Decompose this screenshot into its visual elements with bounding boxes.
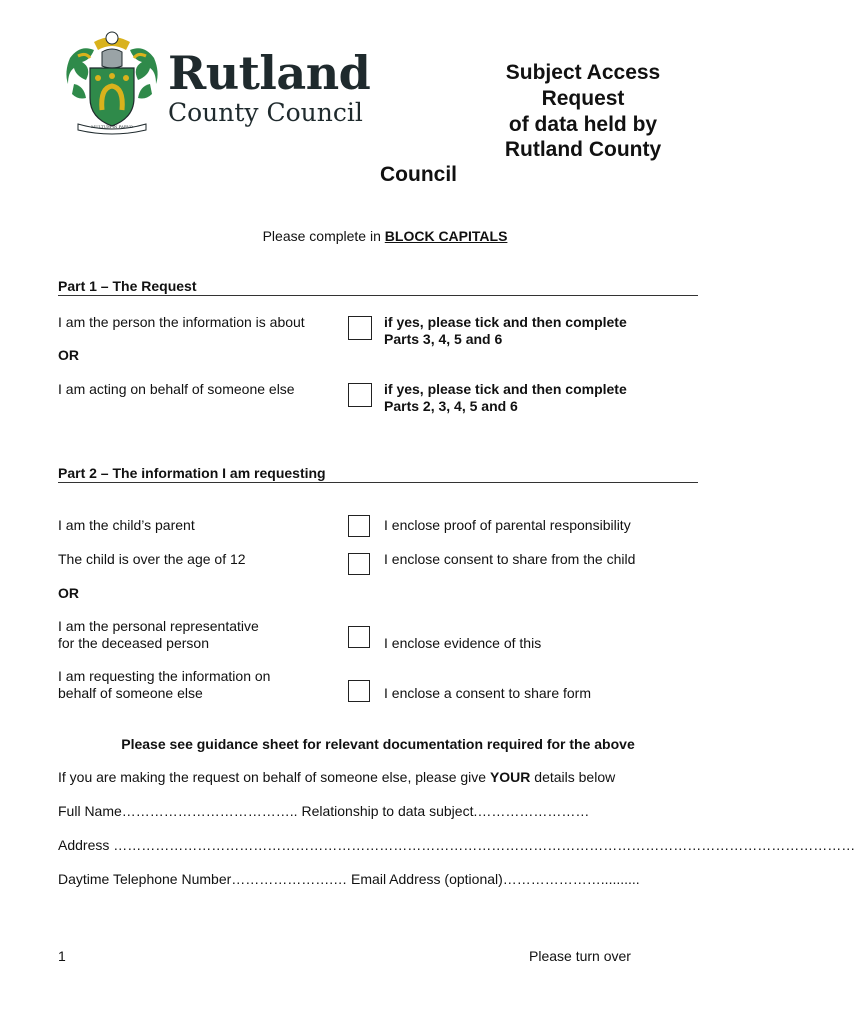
details-intro-suffix: details below xyxy=(530,769,616,785)
part2-row1-enclosure: I enclose proof of parental responsibility xyxy=(384,517,631,533)
part2-row2-label: The child is over the age of 12 xyxy=(58,551,246,567)
intro-text xyxy=(0,228,770,245)
turn-over-note: Please turn over xyxy=(529,948,631,964)
part2-row4-label-line1: I am requesting the information on xyxy=(58,668,271,684)
part2-or: OR xyxy=(58,585,79,601)
part2-row3-label-line2: for the deceased person xyxy=(58,635,209,651)
intro-emphasis: BLOCK CAPITALS xyxy=(384,228,508,244)
part2-heading: Part 2 – The information I am requesting xyxy=(58,465,326,481)
details-intro-emphasis: YOUR xyxy=(489,769,531,785)
full-name-field[interactable]: Full Name……………………………….. Relationship to data subject.…………………… xyxy=(58,803,590,819)
org-name-county-council: County Council xyxy=(168,98,363,127)
part2-row1-checkbox[interactable] xyxy=(348,515,370,537)
page-number: 1 xyxy=(58,948,66,964)
crest-motto: MULTUM IN PARVO xyxy=(91,124,133,129)
part1-option1-note xyxy=(384,314,627,348)
part2-row3-label xyxy=(58,618,259,652)
details-intro xyxy=(58,769,615,786)
part2-row4-label-line2: behalf of someone else xyxy=(58,685,203,701)
part1-option2-note-line1: if yes, please tick and then complete xyxy=(384,381,627,397)
part2-row2-enclosure: I enclose consent to share from the child xyxy=(384,551,636,567)
part2-row2-checkbox[interactable] xyxy=(348,553,370,575)
details-intro-prefix: If you are making the request on behalf of someone else, please give xyxy=(58,769,490,785)
crest-icon xyxy=(64,28,160,136)
guidance-note: Please see guidance sheet for relevant documentation required for the above xyxy=(121,736,635,752)
title-line-4: Rutland County xyxy=(504,138,662,161)
phone-email-field[interactable]: Daytime Telephone Number………………….… Email Address (optional)………………….......... xyxy=(58,871,640,887)
part1-heading: Part 1 – The Request xyxy=(58,278,197,294)
part1-option2-checkbox[interactable] xyxy=(348,383,372,407)
title-line-5: Council xyxy=(380,163,457,186)
part2-row4-label xyxy=(58,668,270,702)
part1-option2-label: I am acting on behalf of someone else xyxy=(58,381,295,397)
part2-row4-enclosure: I enclose a consent to share form xyxy=(384,685,591,701)
title-line-2: Request xyxy=(541,87,625,110)
part2-row3-enclosure: I enclose evidence of this xyxy=(384,635,542,651)
part2-row3-checkbox[interactable] xyxy=(348,626,370,648)
part2-row1-label: I am the child’s parent xyxy=(58,517,195,533)
part1-option2-note xyxy=(384,381,627,415)
address-field[interactable]: Address …………………………………………………………………………………………………………………………………………… xyxy=(58,837,855,853)
council-crest xyxy=(64,28,160,136)
part1-option2-note-line2: Parts 2, 3, 4, 5 and 6 xyxy=(384,398,518,414)
part1-divider xyxy=(58,295,698,296)
org-name-rutland: Rutland xyxy=(168,46,371,100)
part1-option1-note-line2: Parts 3, 4, 5 and 6 xyxy=(384,331,503,347)
part1-option1-note-line1: if yes, please tick and then complete xyxy=(384,314,627,330)
title-line-1: Subject Access xyxy=(505,61,661,84)
part1-option1-checkbox[interactable] xyxy=(348,316,372,340)
part1-option1-label: I am the person the information is about xyxy=(58,314,305,330)
part2-row3-label-line1: I am the personal representative xyxy=(58,618,259,634)
intro-prefix: Please complete in xyxy=(262,228,385,244)
part2-row4-checkbox[interactable] xyxy=(348,680,370,702)
title-line-3: of data held by xyxy=(508,113,658,136)
part1-or: OR xyxy=(58,347,79,363)
part2-divider xyxy=(58,482,698,483)
